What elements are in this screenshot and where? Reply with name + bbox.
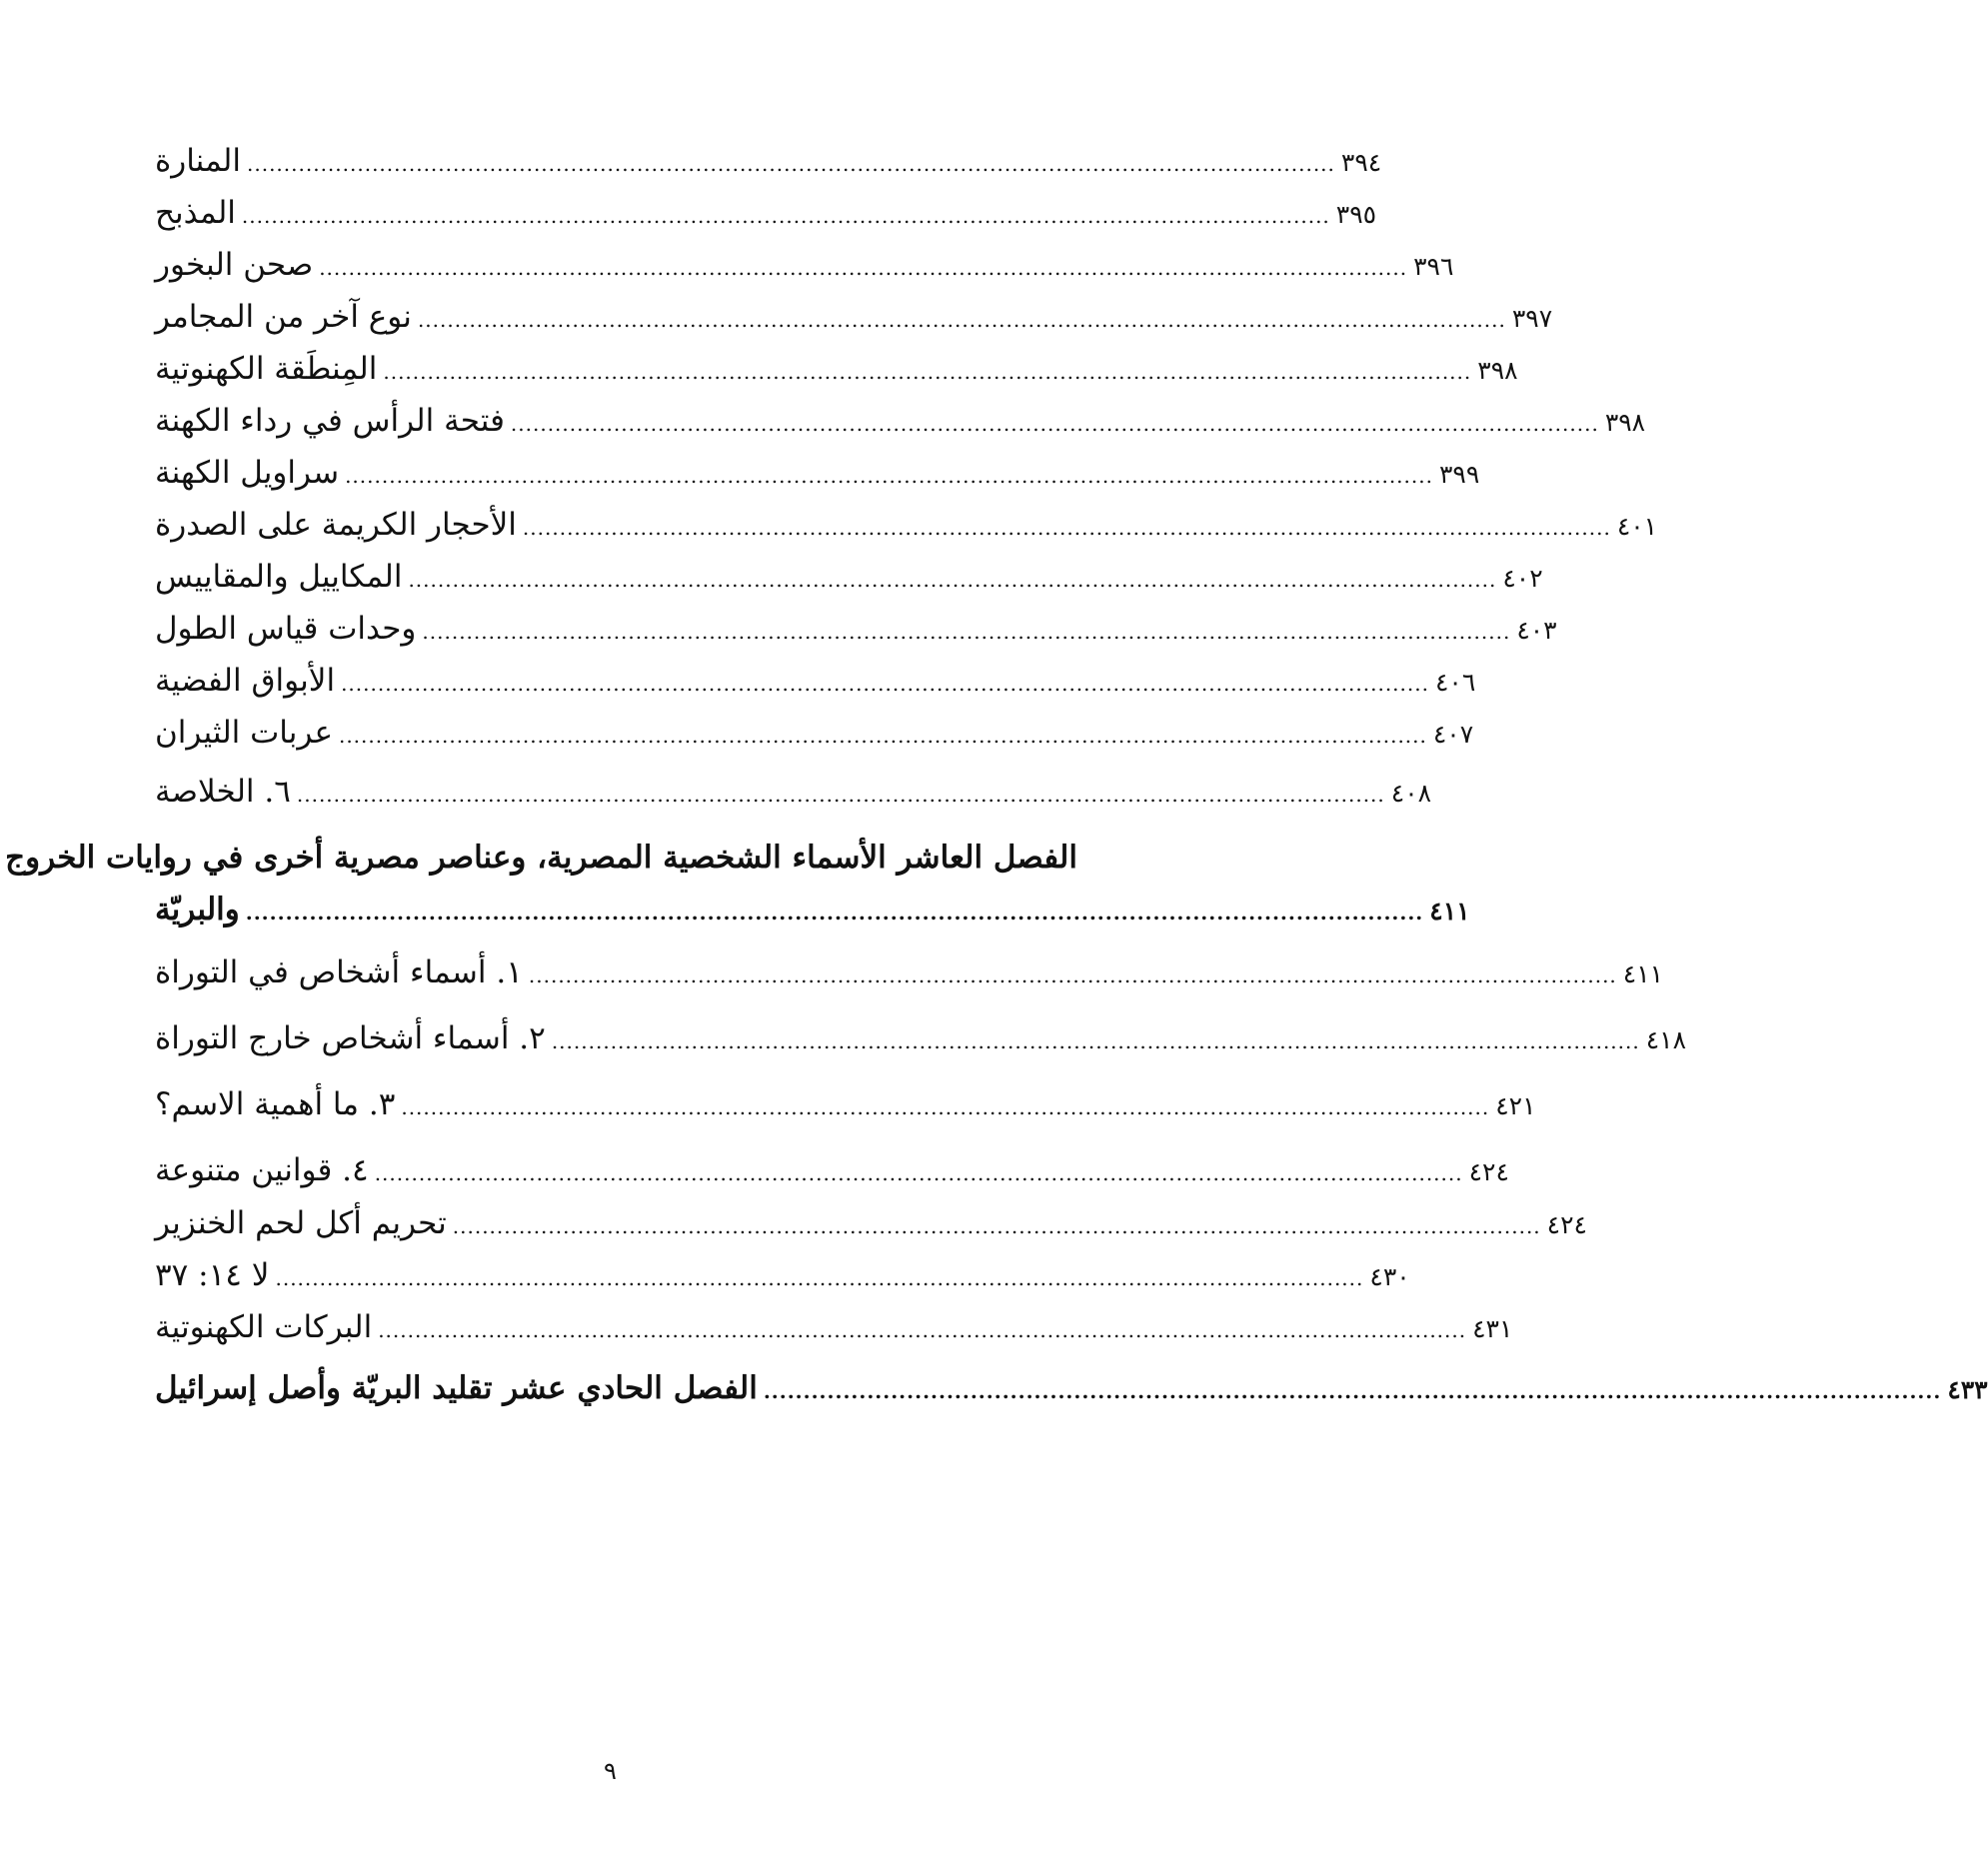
toc-entry-page: ٤٠٣ [1516, 616, 1557, 645]
toc-entry [155, 351, 1518, 387]
toc-section-entry [155, 1086, 1536, 1122]
leader-dots: .................................................................................................................................................... [296, 783, 1385, 807]
toc-entry [155, 1309, 1513, 1345]
toc-entry-title: عربات الثيران [155, 715, 333, 751]
toc-entry [155, 611, 1557, 647]
toc-section-entry [155, 1020, 1687, 1056]
toc-entry [155, 559, 1543, 595]
leader-dots: .................................................................................................................................................... [383, 360, 1472, 384]
toc-entry-page: ٣٩٨ [1604, 408, 1646, 437]
toc-entry-page: ٤٣٠ [1369, 1262, 1410, 1291]
toc-entry-page: ٤٠٨ [1390, 779, 1432, 808]
toc-entry [155, 247, 1454, 283]
leader-dots: .................................................................................................................................................... [378, 1318, 1467, 1342]
leader-dots: .................................................................................................................................................... [341, 672, 1429, 696]
toc-entry-page: ٤٠١ [1616, 512, 1658, 541]
toc-entry [155, 1205, 1587, 1241]
toc-entry-page: ٤٠٧ [1432, 720, 1474, 749]
toc-entry-title: الفصل الحادي عشر تقليد البريّة وأصل إسرائيل [155, 1370, 758, 1406]
toc-section-entry [155, 1152, 1509, 1188]
toc-entry-title: صحن البخور [155, 247, 314, 283]
toc-entry-page: ٤٢٤ [1546, 1210, 1587, 1239]
toc-entry [155, 403, 1646, 439]
toc-entry-title: سراويل الكهنة [155, 455, 340, 491]
toc-entry-page: ٣٩٥ [1335, 200, 1377, 229]
toc-entry [155, 663, 1476, 699]
leader-dots: .................................................................................................................................................... [345, 464, 1433, 488]
toc-entry-page: ٤١٨ [1645, 1025, 1687, 1054]
leader-dots: .................................................................................................................................................... [763, 1379, 1942, 1403]
toc-entry-title: ٣. ما أهمية الاسم؟ [155, 1086, 396, 1122]
toc-entry-page: ٤١١ [1622, 959, 1664, 988]
toc-entry-page: ٤١١ [1429, 897, 1470, 925]
leader-dots: .................................................................................................................................................... [422, 620, 1511, 644]
toc-entry-title: المِنطَقة الكهنوتية [155, 351, 378, 387]
toc-entry-page: ٤٣١ [1472, 1314, 1513, 1343]
toc-entry-title: المذبح [155, 195, 236, 231]
leader-dots: .................................................................................................................................................... [528, 963, 1617, 987]
leader-dots: .................................................................................................................................................... [275, 1266, 1364, 1290]
toc-entry-page: ٤٣٣ [1947, 1375, 1988, 1404]
leader-dots: .................................................................................................................................................... [452, 1214, 1541, 1238]
toc-section-entry [155, 954, 1664, 990]
chapter-title-line1: الفصل العاشر الأسماء الشخصية المصرية، وعناصر مصرية أخرى في روايات الخروج [5, 840, 1077, 876]
toc-entry-page: ٤٢١ [1495, 1091, 1536, 1120]
toc-chapter-entry [155, 1370, 1988, 1406]
toc-entry [155, 715, 1474, 751]
leader-dots: .................................................................................................................................................... [408, 568, 1497, 592]
page-number: ٩ [604, 1757, 617, 1785]
toc-entry [155, 455, 1480, 491]
toc-entry-title: الأحجار الكريمة على الصدرة [155, 507, 517, 543]
toc-entry-title: وحدات قياس الطول [155, 611, 417, 647]
leader-dots: .................................................................................................................................................... [374, 1161, 1463, 1185]
toc-entry-page: ٣٩٦ [1413, 252, 1454, 281]
toc-entry-page: ٤٠٢ [1502, 564, 1543, 593]
toc-entry-page: ٤٠٦ [1434, 668, 1476, 697]
toc-entry-title: والبريّة [155, 892, 240, 927]
toc-entry-title: الأبواق الفضية [155, 663, 336, 699]
toc-entry-page: ٣٩٤ [1340, 148, 1382, 177]
leader-dots: .................................................................................................................................................... [510, 412, 1599, 436]
toc-entry-title: المكاييل والمقاييس [155, 559, 403, 595]
toc-entry-page: ٣٩٧ [1511, 304, 1553, 333]
leader-dots: .................................................................................................................................................... [241, 204, 1330, 228]
toc-entry-title: فتحة الرأس في رداء الكهنة [155, 403, 505, 439]
toc-entry [155, 299, 1553, 335]
leader-dots: .................................................................................................................................................... [551, 1029, 1640, 1053]
leader-dots: .................................................................................................................................................... [522, 516, 1611, 540]
leader-dots: .................................................................................................................................................... [338, 724, 1427, 748]
leader-dots: .................................................................................................................................................... [319, 256, 1408, 280]
toc-entry-title: المنارة [155, 143, 241, 179]
toc-entry [155, 507, 1658, 543]
toc-entry [155, 143, 1382, 179]
leader-dots: .................................................................................................................................................... [247, 152, 1335, 176]
leader-dots: .................................................................................................................................................... [245, 901, 1424, 925]
toc-entry-title: ٤. قوانين متنوعة [155, 1152, 369, 1188]
toc-section-entry [155, 774, 1432, 810]
toc-entry-title: تحريم أكل لحم الخنزير [155, 1205, 447, 1241]
toc-chapter-entry [155, 892, 1470, 927]
toc-entry-page: ٤٢٤ [1468, 1157, 1509, 1186]
toc-entry-title: البركات الكهنوتية [155, 1309, 373, 1345]
toc-entry [155, 195, 1377, 231]
toc-entry-page: ٣٩٩ [1438, 460, 1480, 489]
leader-dots: .................................................................................................................................................... [417, 308, 1506, 332]
toc-entry-page: ٣٩٨ [1477, 356, 1518, 385]
leader-dots: .................................................................................................................................................... [401, 1095, 1490, 1119]
toc-entry-title: ٦. الخلاصة [155, 774, 291, 810]
toc-entry-title: ١. أسماء أشخاص في التوراة [155, 954, 523, 990]
toc-entry-title: لا ١٤: ٣٧ [155, 1257, 270, 1293]
toc-entry-title: ٢. أسماء أشخاص خارج التوراة [155, 1020, 546, 1056]
toc-entry [155, 1257, 1410, 1293]
toc-entry-title: نوع آخر من المجامر [155, 299, 412, 335]
